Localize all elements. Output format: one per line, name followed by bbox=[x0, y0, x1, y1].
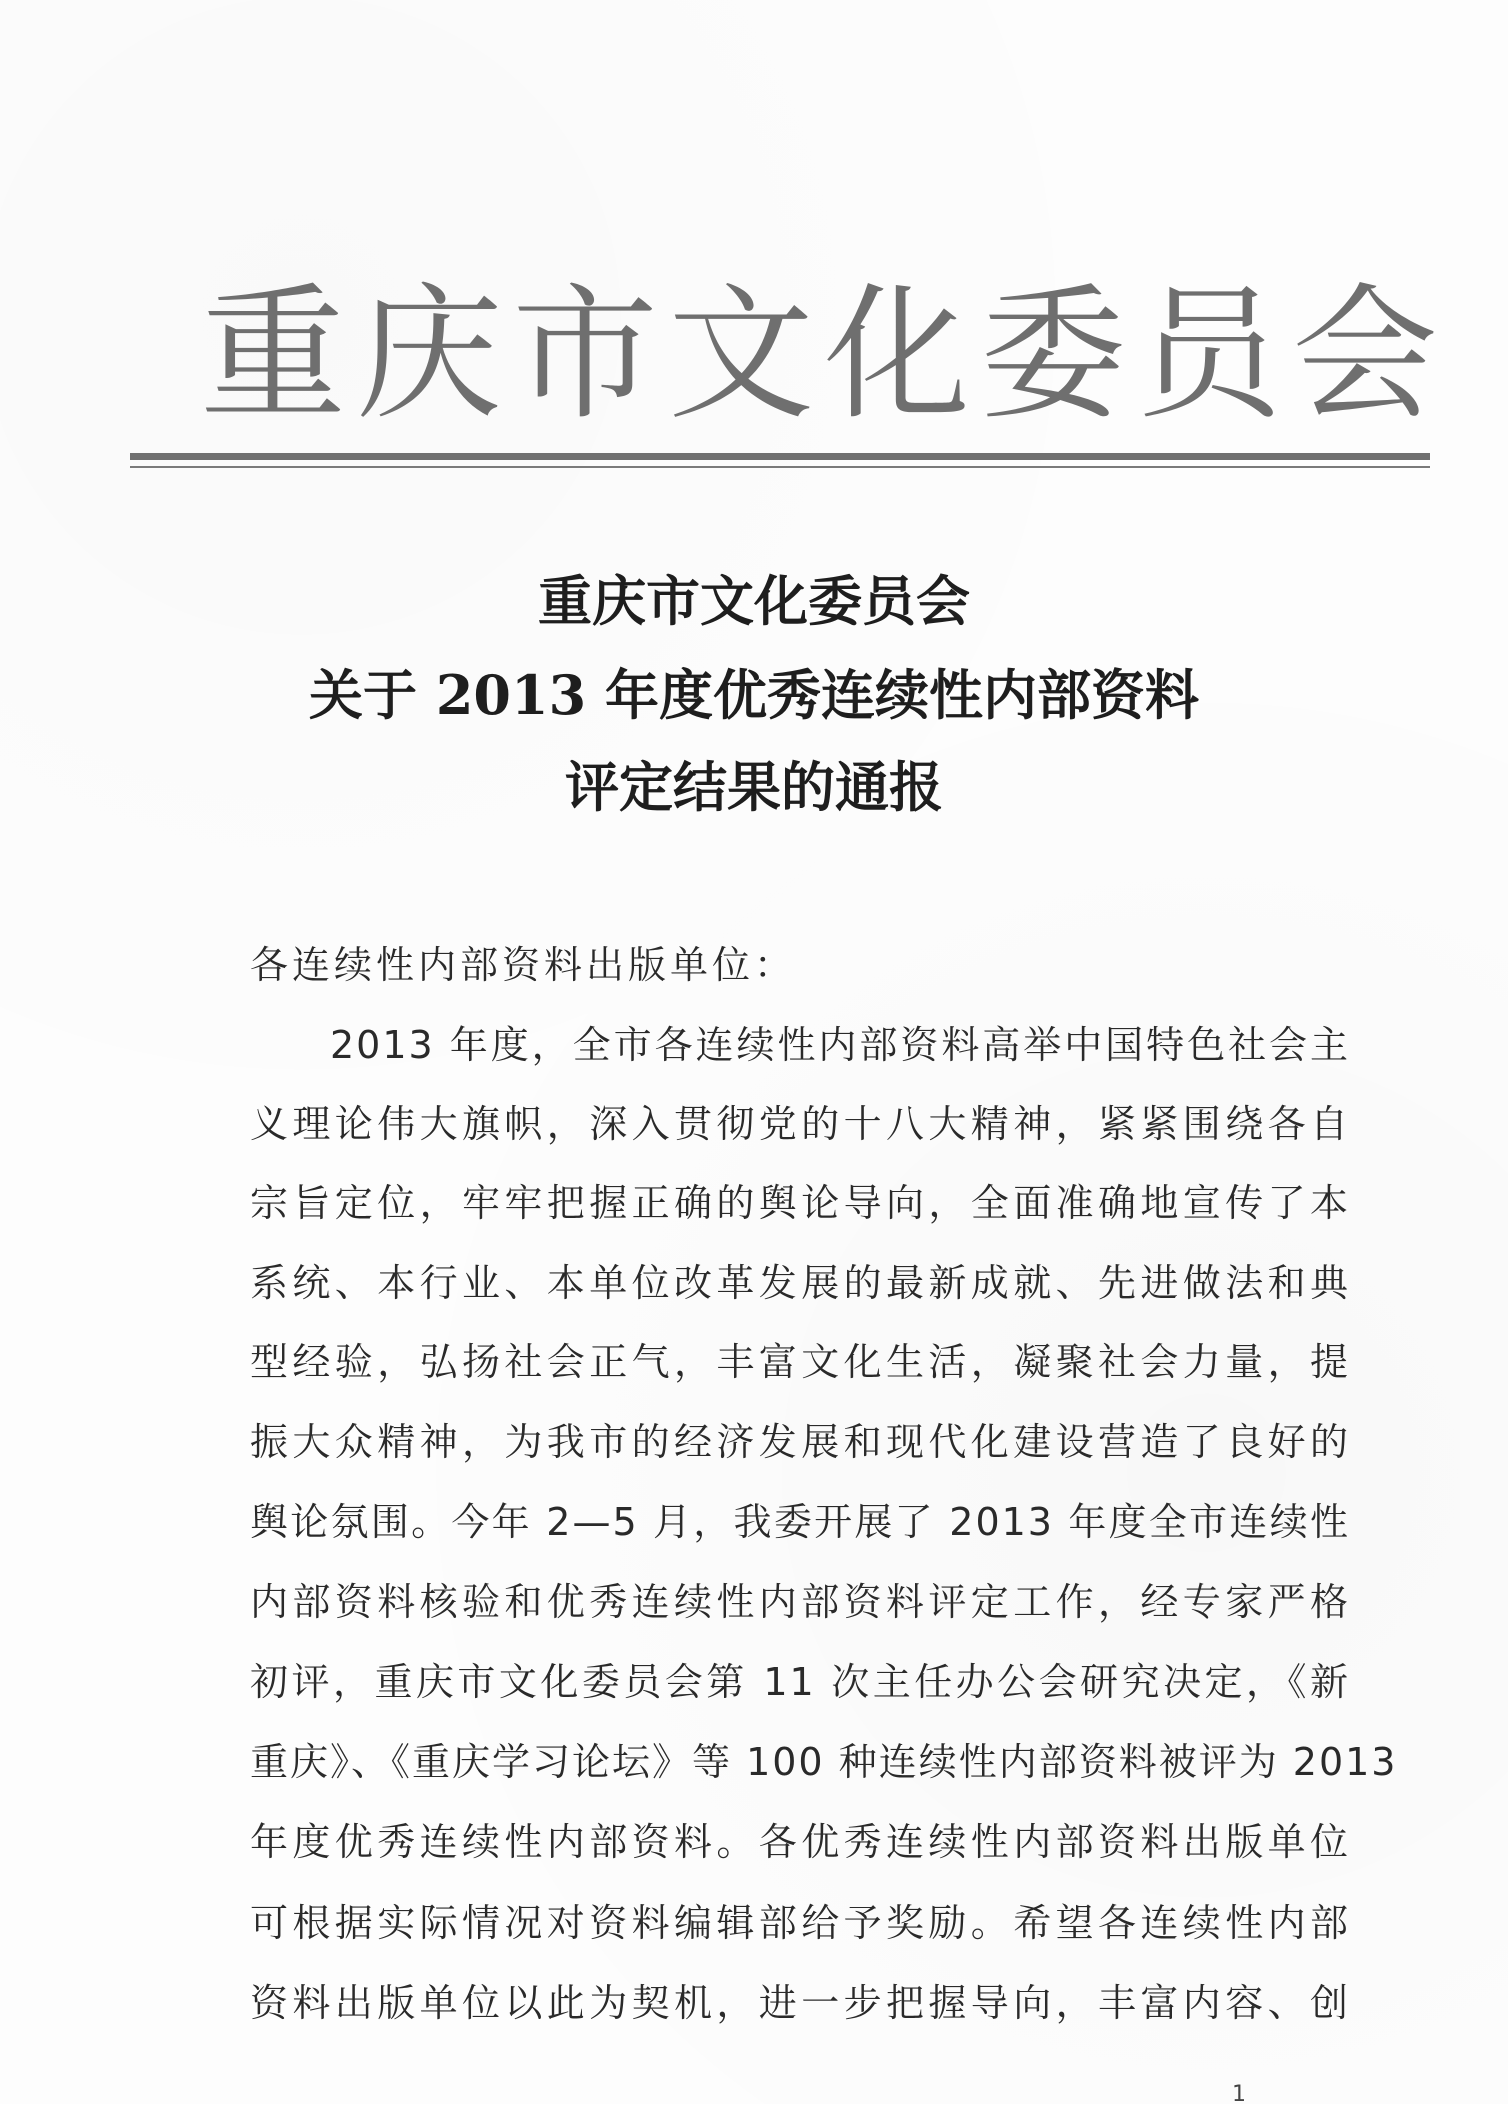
body-line: 振大众精神，为我市的经济发展和现代化建设营造了良好的 bbox=[250, 1420, 1350, 1464]
body-line: 义理论伟大旗帜，深入贯彻党的十八大精神，紧紧围绕各自 bbox=[250, 1102, 1350, 1146]
masthead-rule-thick bbox=[130, 453, 1430, 460]
body-line: 资料出版单位以此为契机，进一步把握导向，丰富内容、创 bbox=[250, 1981, 1350, 2025]
body-line: 宗旨定位，牢牢把握正确的舆论导向，全面准确地宣传了本 bbox=[250, 1181, 1350, 1225]
body-line: 重庆》、《重庆学习论坛》等 100 种连续性内部资料被评为 2013 bbox=[250, 1740, 1398, 1784]
masthead-rule-thin bbox=[130, 466, 1430, 468]
body-line: 系统、本行业、本单位改革发展的最新成就、先进做法和典 bbox=[250, 1261, 1350, 1305]
document-title-line-1: 重庆市文化委员会 bbox=[538, 569, 970, 633]
document-title-line-2: 关于 2013 年度优秀连续性内部资料 bbox=[309, 663, 1199, 727]
body-line: 型经验，弘扬社会正气，丰富文化生活，凝聚社会力量，提 bbox=[250, 1340, 1350, 1384]
body-line: 可根据实际情况对资料编辑部给予奖励。希望各连续性内部 bbox=[250, 1901, 1350, 1945]
masthead-org-name: 重庆市文化委员会 bbox=[200, 270, 1448, 440]
document-title-line-3: 评定结果的通报 bbox=[565, 755, 943, 819]
body-line: 舆论氛围。今年 2—5 月，我委开展了 2013 年度全市连续性 bbox=[250, 1500, 1350, 1544]
salutation: 各连续性内部资料出版单位： bbox=[250, 943, 797, 987]
body-line: 年度优秀连续性内部资料。各优秀连续性内部资料出版单位 bbox=[250, 1820, 1350, 1864]
body-line: 初评，重庆市文化委员会第 11 次主任办公会研究决定，《新 bbox=[250, 1660, 1350, 1704]
body-line: 内部资料核验和优秀连续性内部资料评定工作，经专家严格 bbox=[250, 1580, 1350, 1624]
body-line: 2013 年度，全市各连续性内部资料高举中国特色社会主 bbox=[330, 1023, 1350, 1067]
page-number: 1 bbox=[1232, 2082, 1246, 2107]
